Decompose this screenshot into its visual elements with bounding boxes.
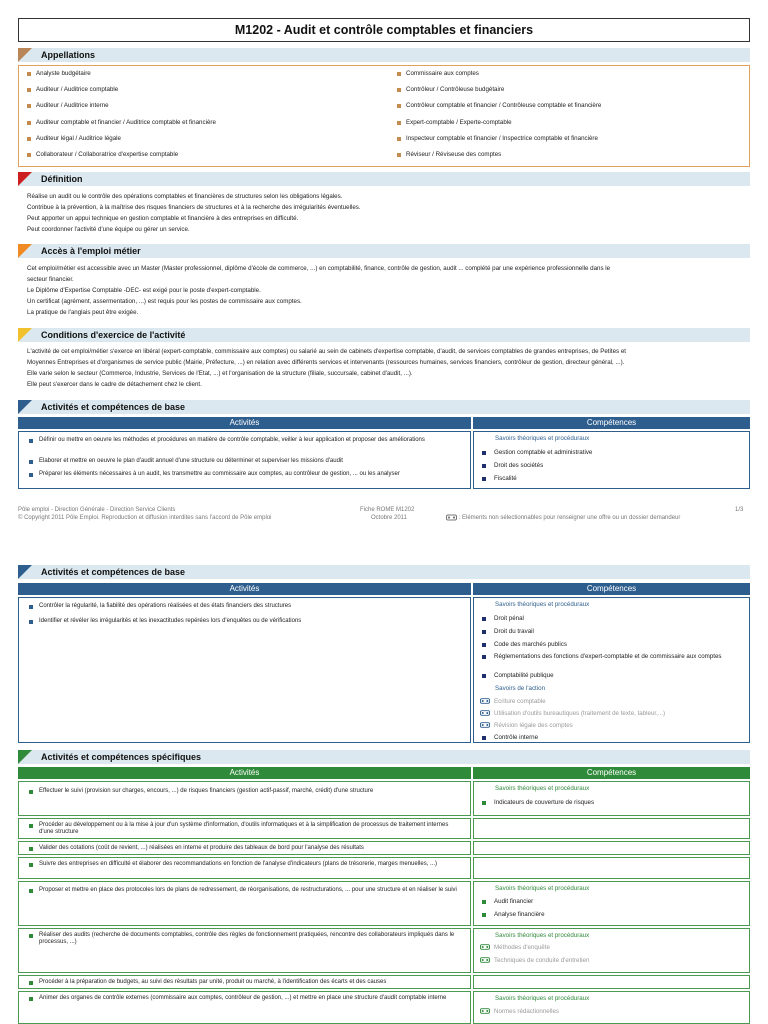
footer-page-number: 1/3 (735, 507, 744, 513)
appellation-item: Auditeur légal / Auditrice légale (27, 135, 121, 143)
text-line: Elle peut s'exercer dans le cadre de détachement chez le client. (27, 381, 202, 388)
section-flag-icon (18, 172, 32, 186)
text-line: Le Diplôme d'Expertise Comptable -DEC- est exigé pour le poste d'expert-comptable. (27, 287, 261, 294)
bullet-icon (27, 137, 31, 141)
competences-cell (473, 841, 750, 855)
bullet-icon (29, 934, 33, 938)
competence-item: Révision légale des comptes (480, 722, 573, 729)
footer-publisher: Pôle emploi - Direction Générale - Direction Service Clients (18, 507, 176, 513)
bullet-icon (27, 153, 31, 157)
bullet-icon (482, 464, 486, 468)
activities-cell (18, 928, 471, 973)
bullet-icon (397, 137, 401, 141)
section-title: Activités et compétences de base (41, 402, 186, 412)
activities-cell (18, 857, 471, 879)
definition-text (27, 191, 743, 235)
footer-date: Octobre 2011 (371, 515, 407, 521)
tool-icon (480, 697, 490, 705)
bullet-icon (397, 121, 401, 125)
competence-category-title: Savoirs théoriques et procéduraux (495, 995, 590, 1002)
appellation-item: Contrôleur / Contrôleuse budgétaire (397, 86, 504, 94)
page-title: M1202 - Audit et contrôle comptables et financiers (18, 18, 750, 42)
bullet-icon (29, 824, 33, 828)
activities-cell (18, 841, 471, 855)
competence-item: Normes rédactionnelles (480, 1008, 559, 1015)
appellation-item: Réviseur / Réviseuse des comptes (397, 151, 501, 159)
appellation-item: Analyste budgétaire (27, 70, 91, 78)
bullet-icon (482, 913, 486, 917)
activity-item: Procéder à la préparation de budgets, au suivi des résultats par unité, produit ou marché, à l'identification des écarts et des causes (27, 979, 457, 986)
appellation-item: Commissaire aux comptes (397, 70, 479, 78)
bullet-icon (397, 153, 401, 157)
bullet-icon (29, 605, 33, 609)
bullet-icon (27, 104, 31, 108)
activity-item: Préparer les éléments nécessaires à un audit, les transmettre au commissaire aux comptes, au contrôleur de gestion, ... ou les analyser (27, 471, 457, 478)
bullet-icon (482, 477, 486, 481)
acces-text (27, 263, 743, 318)
competences-cell (473, 431, 750, 489)
footer-copyright: © Copyright 2011 Pôle Emploi. Reproduction et diffusion interdites sans l'accord de Pôle emploi (18, 515, 272, 521)
bullet-icon (482, 900, 486, 904)
activities-cell (18, 597, 471, 743)
text-line: L'activité de cet emploi/métier s'exerce en libéral (expert-comptable, commissaire aux comptes) ou salarié au sein de cabinets d'expertise comptable, d'audit, de services comptables de grandes entreprises, de Petites et (27, 348, 627, 355)
section-title: Définition (41, 174, 83, 184)
bullet-icon (482, 674, 486, 678)
activity-item: Procéder au développement ou à la mise à jour d'un système d'information, d'outils informatiques et à la simplification de processus de traitement internes d'une structure (27, 822, 457, 836)
activities-cell (18, 991, 471, 1024)
tool-icon (480, 709, 490, 717)
competence-item: Audit financier (480, 898, 533, 905)
text-line: Moyennes Entreprises et d'organismes de service public (Mairie, Préfecture, ...) en relation avec différents services et intervenants (ressources humaines, services financiers, contrôleur de gestion, directeur général, ...). (27, 359, 625, 366)
column-header-activities: Activités (18, 767, 471, 779)
section-title: Accès à l'emploi métier (41, 246, 141, 256)
bullet-icon (29, 889, 33, 893)
bullet-icon (397, 88, 401, 92)
activity-item: Animer des organes de contrôle externes (commissaire aux comptes, contrôleur de gestion, ...) et mettre en place une structure d'audit comptable interne (27, 995, 457, 1002)
section-header-definition (18, 172, 750, 186)
competences-cell (473, 991, 750, 1024)
competence-item: Techniques de conduite d'entretien (480, 957, 589, 964)
appellation-item: Collaborateur / Collaboratrice d'expertise comptable (27, 151, 178, 159)
competences-cell (473, 881, 750, 926)
bullet-icon (482, 736, 486, 740)
competence-item: Fiscalité (480, 475, 517, 482)
page-2 (0, 556, 768, 1024)
bullet-icon (29, 997, 33, 1001)
competence-category-title: Savoirs de l'action (495, 685, 546, 692)
activity-item: Proposer et mettre en place des protocoles lors de plans de redressement, de réorganisations, de restructurations, ... pour une structure et en réaliser le suivi (27, 887, 457, 894)
text-line: secteur financier. (27, 276, 74, 283)
competence-item: Ecriture comptable (480, 698, 546, 705)
competence-category-title: Savoirs théoriques et procéduraux (495, 601, 590, 608)
section-flag-icon (18, 565, 32, 579)
bullet-icon (29, 473, 33, 477)
section-title: Conditions d'exercice de l'activité (41, 330, 186, 340)
text-line: Peut apporter un appui technique en gestion comptable et financière à des entreprises en difficulté. (27, 215, 299, 222)
section-header-base (18, 565, 750, 579)
activity-item: Réaliser des audits (recherche de documents comptables, contrôle des règles de fonctionnement pratiquées, rencontre des collaborateurs impliqués dans le processus, ...) (27, 932, 457, 946)
activities-cell (18, 781, 471, 816)
competence-item: Code des marchés publics (480, 641, 567, 648)
activity-item: Elaborer et mettre en oeuvre le plan d'audit annuel d'une structure ou déterminer et superviser les missions d'audit (27, 458, 457, 465)
bullet-icon (482, 617, 486, 621)
competence-item: Droit du travail (480, 628, 534, 635)
bullet-icon (482, 643, 486, 647)
column-header-competences: Compétences (473, 767, 750, 779)
competences-cell (473, 857, 750, 879)
competence-category-title: Savoirs théoriques et procéduraux (495, 932, 590, 939)
activities-cell (18, 818, 471, 839)
competence-item: Droit des sociétés (480, 462, 543, 469)
competences-cell (473, 975, 750, 989)
bullet-icon (27, 72, 31, 76)
section-flag-icon (18, 244, 32, 258)
tool-icon (446, 514, 457, 521)
bullet-icon (29, 863, 33, 867)
appellation-item: Contrôleur comptable et financier / Contrôleuse comptable et financière (397, 102, 601, 110)
column-header-competences: Compétences (473, 583, 750, 595)
competence-item: Analyse financière (480, 911, 545, 918)
text-line: Peut coordonner l'activité d'une équipe ou gérer un service. (27, 226, 190, 233)
section-flag-icon (18, 328, 32, 342)
activities-cell (18, 881, 471, 926)
section-flag-icon (18, 400, 32, 414)
text-line: Cet emploi/métier est accessible avec un Master (Master professionnel, diplôme d'école de commerce, ...) en comptabilité, finance, contrôle de gestion, audit ... complété par une expérience professionnelle dans le (27, 265, 611, 272)
footer-legend: : Eléments non sélectionnables pour renseigner une offre ou un dossier demandeur (446, 514, 680, 522)
competence-item: Méthodes d'enquête (480, 944, 550, 951)
footer-fiche: Fiche ROME M1202 (360, 507, 415, 513)
tool-icon (480, 1007, 490, 1015)
competences-cell (473, 597, 750, 743)
bullet-icon (482, 630, 486, 634)
activity-item: Contrôler la régularité, la fiabilité des opérations réalisées et des états financiers des structures (27, 603, 457, 610)
conditions-text (27, 346, 743, 390)
column-header-competences: Compétences (473, 417, 750, 429)
competence-item: Comptabilité publique (480, 672, 554, 679)
bullet-icon (29, 460, 33, 464)
competences-cell (473, 928, 750, 973)
text-line: Contribue à la prévention, à la maîtrise des risques financiers de structures et à la recherche des irrégularités éventuelles. (27, 204, 361, 211)
competence-item: Réglementations des fonctions d'expert-comptable et de commissaire aux comptes (480, 653, 742, 660)
bullet-icon (397, 104, 401, 108)
bullet-icon (482, 801, 486, 805)
competence-category-title: Savoirs théoriques et procéduraux (495, 785, 590, 792)
section-flag-icon (18, 48, 32, 62)
appellation-item: Inspecteur comptable et financier / Inspectrice comptable et financière (397, 135, 598, 143)
bullet-icon (482, 655, 486, 659)
activity-item: Identifier et révéler les irrégularités et les inexactitudes repérées lors d'enquêtes ou de vérifications (27, 618, 457, 625)
activity-item: Définir ou mettre en oeuvre les méthodes et procédures en matière de contrôle comptable, veiller à leur application et proposer des améliorations (27, 437, 457, 444)
activities-cell (18, 975, 471, 989)
section-title: Activités et compétences spécifiques (41, 752, 202, 762)
text-line: La pratique de l'anglais peut être exigée. (27, 309, 139, 316)
competence-item: Droit pénal (480, 615, 524, 622)
section-title: Activités et compétences de base (41, 567, 186, 577)
competence-category-title: Savoirs théoriques et procéduraux (495, 435, 590, 442)
activities-cell (18, 431, 471, 489)
bullet-icon (29, 847, 33, 851)
section-header-appellations (18, 48, 750, 62)
activity-item: Valider des cotations (coût de revient, ...) réalisées en interne et produire des tableaux de bord pour l'analyse des résultats (27, 845, 457, 852)
section-header-acces (18, 244, 750, 258)
section-title: Appellations (41, 50, 96, 60)
competence-item: Indicateurs de couverture de risques (480, 799, 594, 806)
appellation-item: Auditeur / Auditrice comptable (27, 86, 118, 94)
bullet-icon (27, 88, 31, 92)
bullet-icon (397, 72, 401, 76)
bullet-icon (29, 439, 33, 443)
appellation-item: Expert-comptable / Experte-comptable (397, 119, 512, 127)
appellation-item: Auditeur comptable et financier / Auditrice comptable et financière (27, 119, 216, 127)
appellations-list (18, 65, 750, 167)
activity-item: Effectuer le suivi (provision sur charges, encours, ...) de risques financiers (gestion actif-passif, marché, crédit) d'une structure (27, 788, 457, 795)
text-line: Elle varie selon le secteur (Commerce, Industrie, Services de l'Etat, ...) et l'organisation de la structure (filiale, succursale, cabinet d'audit, ...). (27, 370, 413, 377)
competence-item: Utilisation d'outils bureautiques (traitement de texte, tableur,...) (480, 710, 665, 717)
tool-icon (480, 956, 490, 964)
section-header-conditions (18, 328, 750, 342)
competence-item: Contrôle interne (480, 734, 538, 741)
bullet-icon (29, 981, 33, 985)
competences-cell (473, 818, 750, 839)
competence-category-title: Savoirs théoriques et procéduraux (495, 885, 590, 892)
competences-cell (473, 781, 750, 816)
column-header-activities: Activités (18, 417, 471, 429)
appellation-item: Auditeur / Auditrice interne (27, 102, 109, 110)
bullet-icon (29, 790, 33, 794)
bullet-icon (29, 620, 33, 624)
tool-icon (480, 721, 490, 729)
section-header-specifiques (18, 750, 750, 764)
competence-item: Gestion comptable et administrative (480, 449, 592, 456)
section-flag-icon (18, 750, 32, 764)
column-header-activities: Activités (18, 583, 471, 595)
bullet-icon (27, 121, 31, 125)
text-line: Un certificat (agrément, assermentation, ...) est requis pour les postes de commissaire aux comptes. (27, 298, 302, 305)
section-header-base (18, 400, 750, 414)
bullet-icon (482, 451, 486, 455)
tool-icon (480, 943, 490, 951)
text-line: Réalise un audit ou le contrôle des opérations comptables et financières de structures selon les obligations légales. (27, 193, 343, 200)
activity-item: Suivre des entreprises en difficulté et élaborer des recommandations en fonction de l'analyse d'indicateurs (plans de trésorerie, marges menuelles, ...) (27, 861, 457, 868)
